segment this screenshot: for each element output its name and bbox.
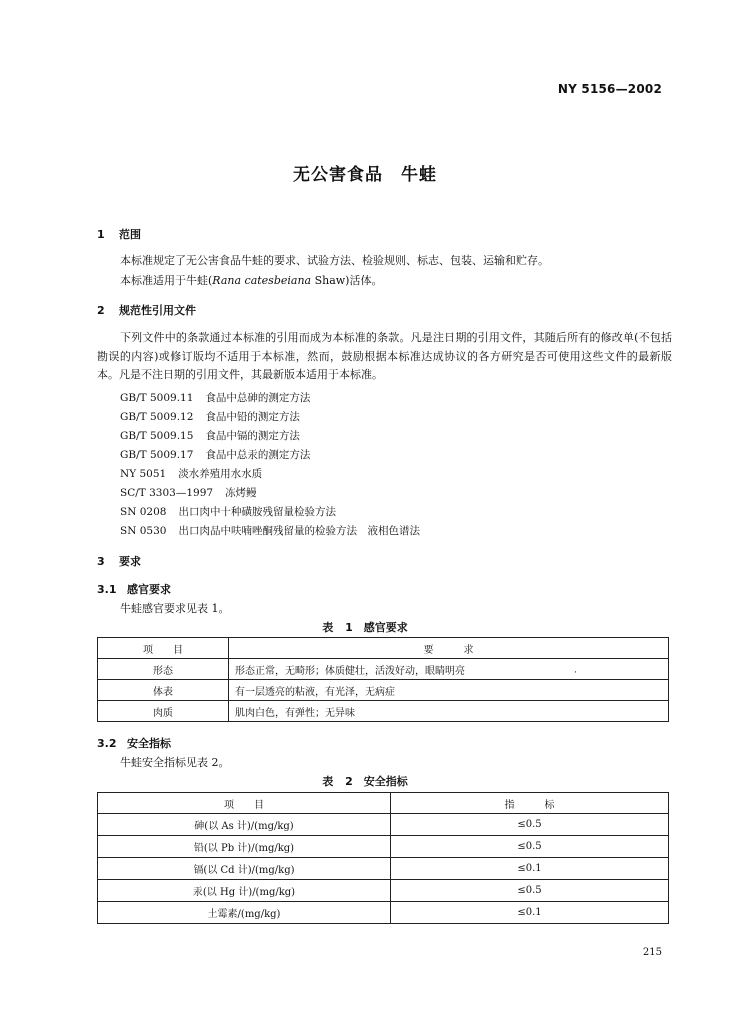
table-row <box>98 814 669 836</box>
reference-item <box>120 504 336 519</box>
scope-paragraph-2-suffix: Shaw)活体。 <box>311 274 383 287</box>
reference-title: 食品中总砷的测定方法 <box>205 392 311 404</box>
table-cell: 铅(以 Pb 计)/(mg/kg) <box>98 836 391 858</box>
table-2-caption: 表 2 安全指标 <box>322 775 408 788</box>
scan-speck: · <box>574 668 577 678</box>
standard-number: NY 5156—2002 <box>557 82 662 96</box>
reference-item <box>120 447 310 462</box>
table-cell: 体表 <box>98 680 229 701</box>
section-heading-normative-refs <box>97 302 196 318</box>
reference-item <box>120 428 300 443</box>
table-cell: 形态 <box>98 659 229 680</box>
table-cell: ≤0.5 <box>391 880 669 902</box>
subsection-heading-sensory <box>97 581 171 597</box>
table-cell: 镉(以 Cd 计)/(mg/kg) <box>98 858 391 880</box>
scope-paragraph-2-prefix: 本标准适用于牛蛙( <box>120 274 213 287</box>
document-title: 无公害食品 牛蛙 <box>293 165 437 185</box>
column-header: 项 目 <box>98 793 391 814</box>
table-row <box>98 659 669 680</box>
table-row <box>98 701 669 722</box>
reference-item <box>120 485 257 500</box>
scope-paragraph-2 <box>120 272 382 288</box>
table-row <box>98 836 669 858</box>
reference-code: NY 5051 <box>120 468 167 480</box>
reference-title: 出口肉品中呋喃唑酮残留量的检验方法 液相色谱法 <box>178 525 420 537</box>
scope-paragraph-1: 本标准规定了无公害食品牛蛙的要求、试验方法、检验规则、标志、包装、运输和贮存。 <box>120 254 549 267</box>
section-title: 规范性引用文件 <box>119 304 196 317</box>
subsection-title: 感官要求 <box>127 583 171 596</box>
table-cell: 有一层透亮的粘液，有光泽，无病症 <box>229 680 669 701</box>
table-cell: 形态正常，无畸形；体质健壮，活泼好动，眼睛明亮 <box>229 659 669 680</box>
reference-code: GB/T 5009.12 <box>120 411 194 423</box>
normative-refs-intro: 下列文件中的条款通过本标准的引用而成为本标准的条款。凡是注日期的引用文件，其随后所有的修改单(不包括勘误的内容)或修订版均不适用于本标准，然而，鼓励根据本标准达成协议的各方研究是否可使用这些文件的最新版本。凡是不注日期的引用文件，其最新版本适用于本标准。 <box>97 331 672 381</box>
reference-item <box>120 409 300 424</box>
reference-title: 出口肉中十种磺胺残留量检验方法 <box>178 506 336 518</box>
sensory-text: 牛蛙感官要求见表 1。 <box>120 602 230 615</box>
section-number: 2 <box>97 304 105 317</box>
table-cell: 汞(以 Hg 计)/(mg/kg) <box>98 880 391 902</box>
table-cell: 土霉素/(mg/kg) <box>98 902 391 924</box>
column-header: 要 求 <box>229 638 669 659</box>
section-title: 要求 <box>119 555 141 568</box>
reference-title: 食品中镉的测定方法 <box>205 430 300 442</box>
section-number: 1 <box>97 228 105 241</box>
reference-title: 食品中铅的测定方法 <box>205 411 300 423</box>
table-cell: ≤0.1 <box>391 902 669 924</box>
table-1-caption: 表 1 感官要求 <box>322 621 408 634</box>
reference-code: SN 0208 <box>120 506 167 518</box>
section-number: 3 <box>97 555 105 568</box>
table-header-row <box>98 793 669 814</box>
subsection-number: 3.1 <box>97 583 117 596</box>
section-heading-requirements <box>97 553 141 569</box>
reference-item <box>120 390 310 405</box>
subsection-title: 安全指标 <box>127 737 171 750</box>
sensory-requirements-table <box>97 637 669 722</box>
latin-species-name: Rana catesbeiana <box>212 274 312 287</box>
table-header-row <box>98 638 669 659</box>
reference-title: 冻烤鳗 <box>225 487 257 499</box>
table-cell: 砷(以 As 计)/(mg/kg) <box>98 814 391 836</box>
reference-code: GB/T 5009.11 <box>120 392 194 404</box>
reference-code: GB/T 5009.15 <box>120 430 194 442</box>
subsection-heading-safety <box>97 735 171 751</box>
column-header: 指 标 <box>391 793 669 814</box>
reference-title: 淡水养殖用水水质 <box>178 468 263 480</box>
reference-item <box>120 466 262 481</box>
table-row <box>98 880 669 902</box>
page-number: 215 <box>642 947 662 958</box>
reference-code: GB/T 5009.17 <box>120 449 194 461</box>
reference-item <box>120 523 420 538</box>
table-cell: ≤0.5 <box>391 814 669 836</box>
table-cell: 肌肉白色，有弹性；无异味 <box>229 701 669 722</box>
table-row <box>98 680 669 701</box>
table-cell: ≤0.5 <box>391 836 669 858</box>
column-header: 项 目 <box>98 638 229 659</box>
table-cell: 肉质 <box>98 701 229 722</box>
section-heading-scope <box>97 226 141 242</box>
safety-indicators-table <box>97 792 669 924</box>
table-cell: ≤0.1 <box>391 858 669 880</box>
reference-code: SC/T 3303—1997 <box>120 487 214 499</box>
table-row <box>98 902 669 924</box>
reference-code: SN 0530 <box>120 525 167 537</box>
safety-text: 牛蛙安全指标见表 2。 <box>120 756 230 769</box>
subsection-number: 3.2 <box>97 737 117 750</box>
section-title: 范围 <box>119 228 141 241</box>
reference-title: 食品中总汞的测定方法 <box>205 449 311 461</box>
table-row <box>98 858 669 880</box>
